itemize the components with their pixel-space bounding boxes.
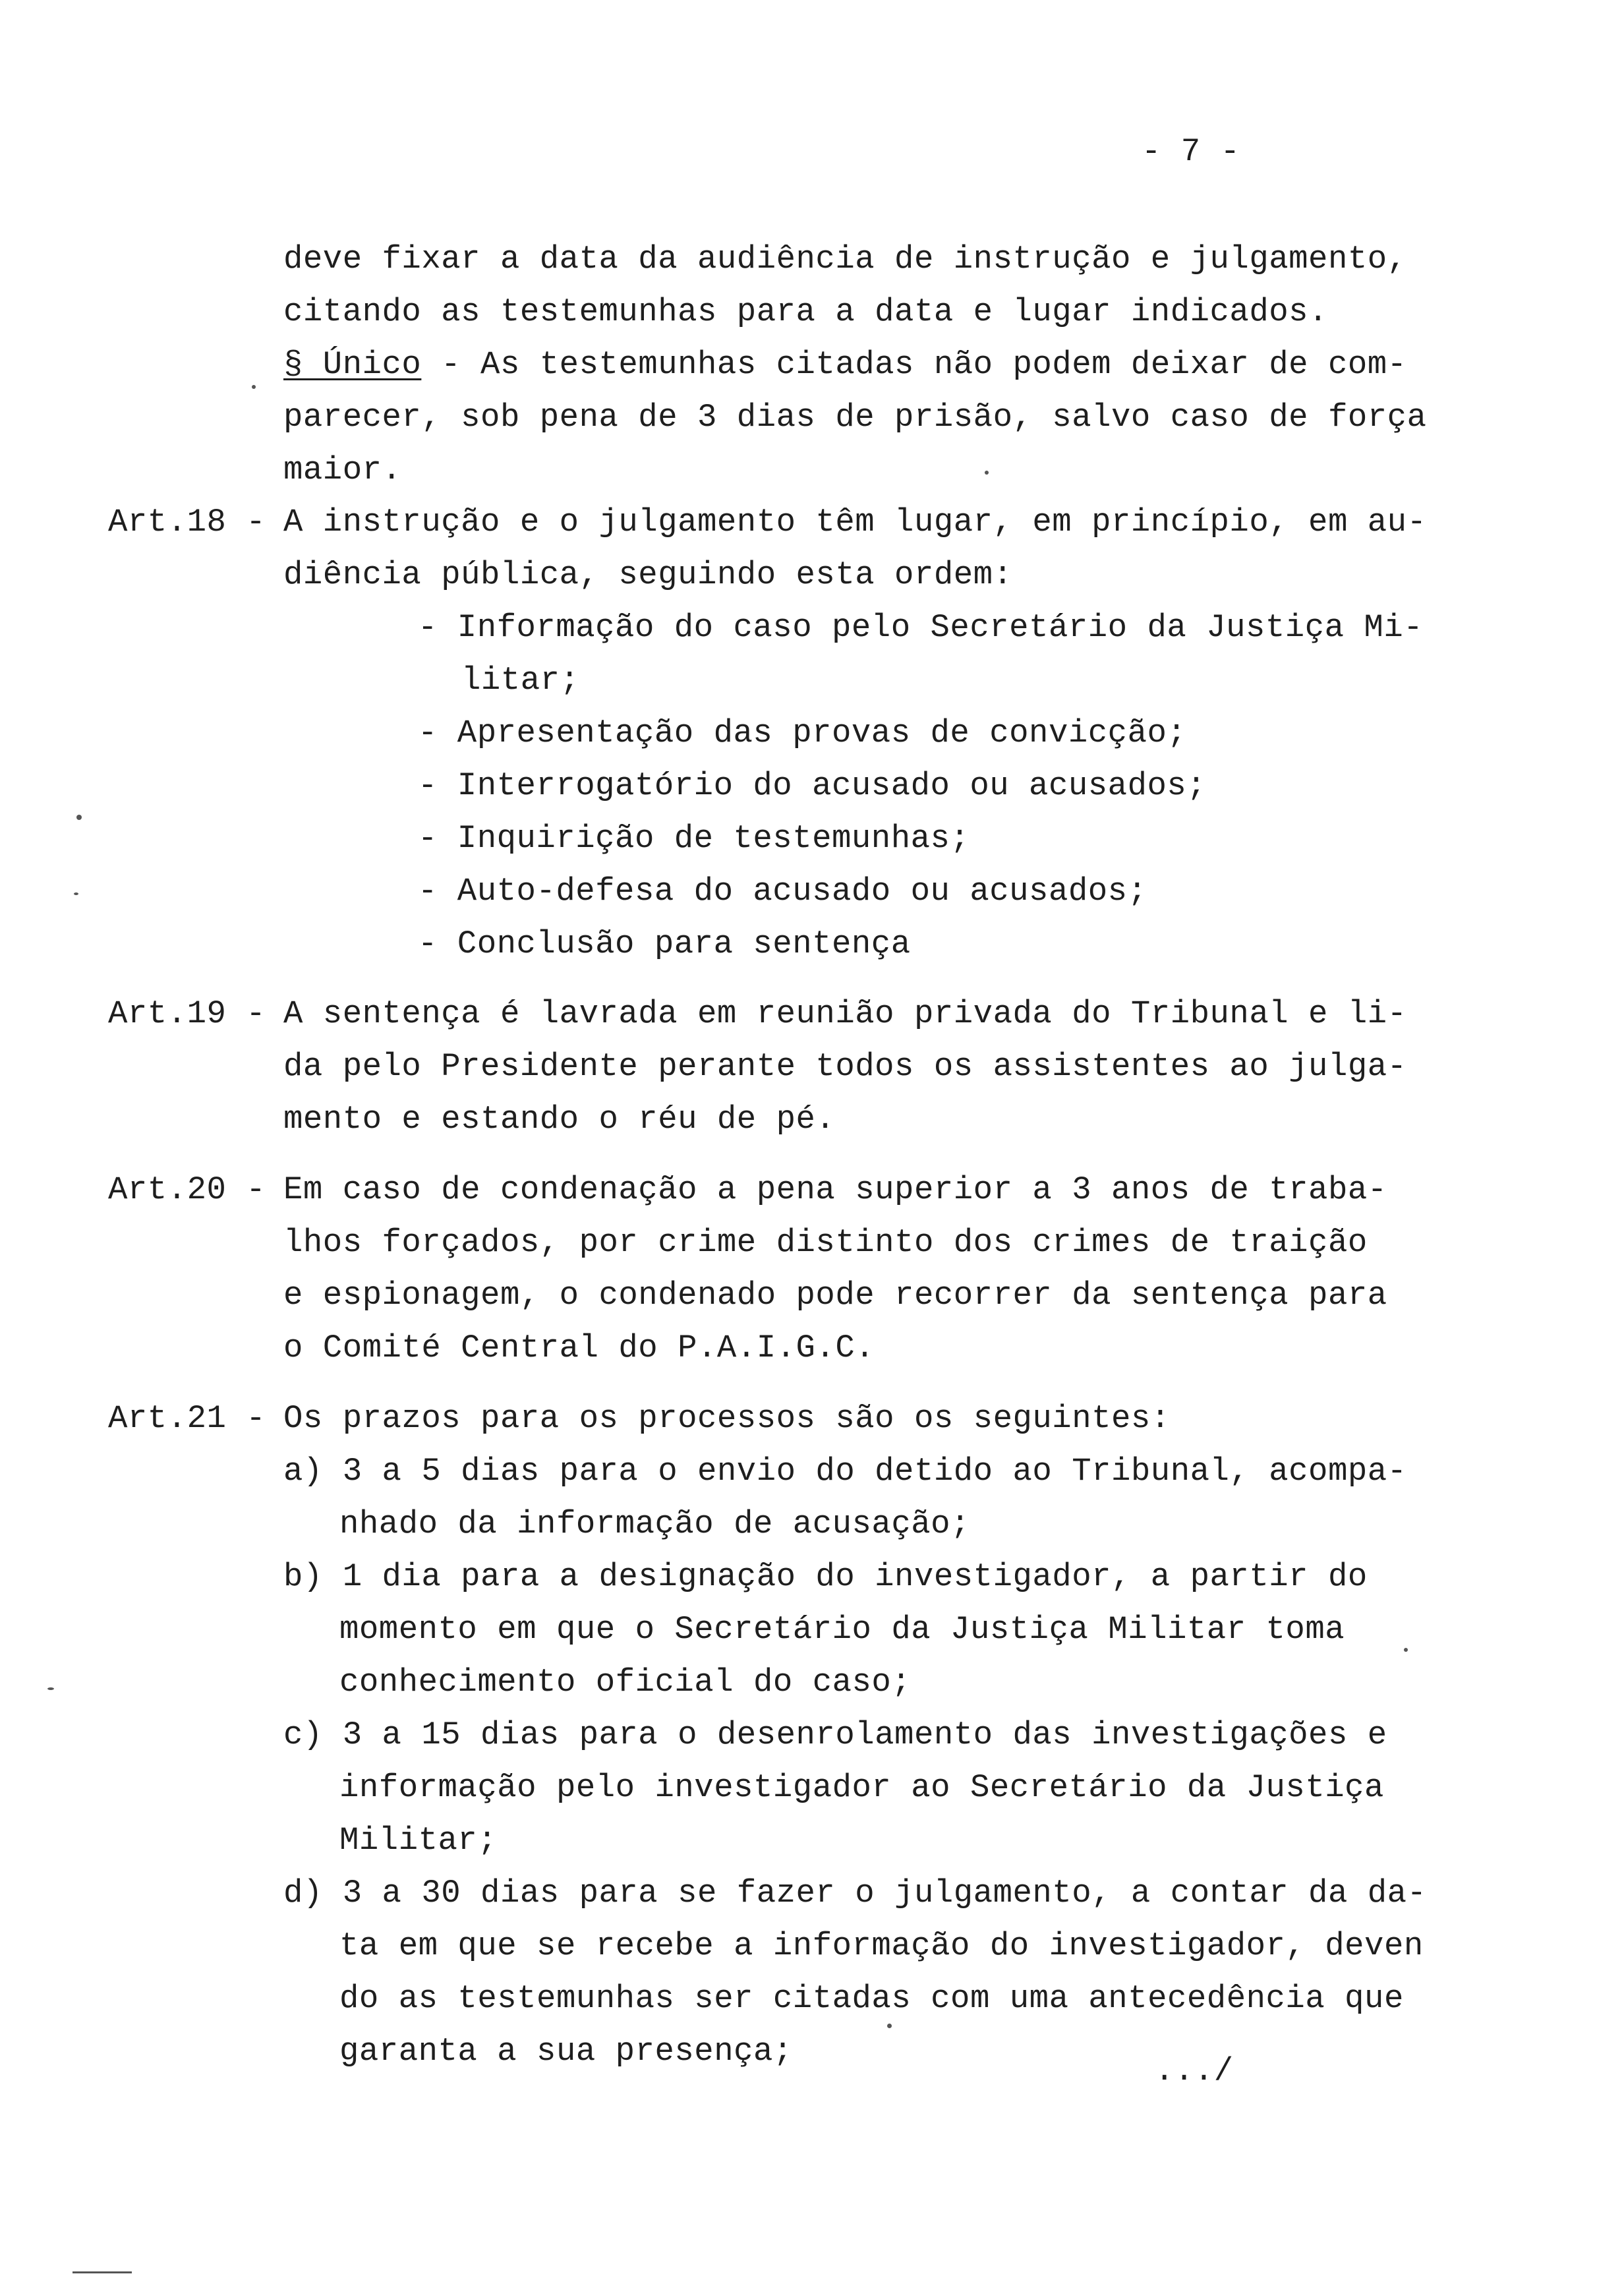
text-line: A instrução e o julgamento têm lugar, em princípio, em au-	[283, 504, 1427, 540]
list-item: - Inquirição de testemunhas;	[418, 820, 970, 857]
text-line: mento e estando o réu de pé.	[283, 1101, 836, 1138]
scan-speck	[76, 815, 82, 820]
list-item: Militar;	[339, 1822, 498, 1859]
list-item: - Conclusão para sentença	[418, 925, 911, 962]
list-item: nhado da informação de acusação;	[339, 1505, 970, 1542]
list-item: momento em que o Secretário da Justiça Militar toma	[339, 1611, 1345, 1648]
article-label: Art.20 -	[108, 1171, 266, 1208]
list-item: d) 3 a 30 dias para se fazer o julgamento, a contar da da-	[283, 1875, 1427, 1912]
text-line: - As testemunhas citadas não podem deixar de com-	[421, 346, 1407, 383]
list-item: do as testemunhas ser citadas com uma antecedência que	[339, 1980, 1404, 2017]
article-label: Art.21 -	[108, 1400, 266, 1437]
list-item: litar;	[461, 662, 580, 699]
list-item: - Apresentação das provas de convicção;	[418, 715, 1187, 751]
unico-label: § Único	[283, 346, 422, 383]
list-item: conhecimento oficial do caso;	[339, 1664, 912, 1701]
list-item: informação pelo investigador ao Secretário da Justiça	[339, 1769, 1384, 1806]
unico-line	[283, 345, 1407, 384]
article-label: Art.18 -	[108, 504, 266, 540]
list-item: - Auto-defesa do acusado ou acusados;	[418, 873, 1147, 910]
scan-speck	[887, 2024, 892, 2028]
scan-speck	[1404, 1648, 1408, 1652]
list-item: garanta a sua presença;	[339, 2033, 793, 2070]
list-item: b) 1 dia para a designação do investigador, a partir do	[283, 1558, 1368, 1595]
continues-marker: .../	[1155, 2053, 1234, 2089]
page-number: - 7 -	[1142, 133, 1240, 170]
scan-speck	[47, 1687, 54, 1690]
text-line: deve fixar a data da audiência de instrução e julgamento,	[283, 241, 1407, 277]
scan-speck	[985, 471, 989, 475]
list-item: ta em que se recebe a informação do investigador, deven	[339, 1927, 1424, 1964]
text-line: maior.	[283, 452, 402, 488]
scan-speck	[252, 385, 256, 389]
list-item: c) 3 a 15 dias para o desenrolamento das investigações e	[283, 1716, 1387, 1753]
text-line: Em caso de condenação a pena superior a 3 anos de traba-	[283, 1171, 1387, 1208]
article-label: Art.19 -	[108, 995, 266, 1032]
text-line: Os prazos para os processos são os seguintes:	[283, 1400, 1171, 1437]
text-line: e espionagem, o condenado pode recorrer da sentença para	[283, 1277, 1387, 1314]
text-line: lhos forçados, por crime distinto dos crimes de traição	[283, 1224, 1368, 1261]
text-line: parecer, sob pena de 3 dias de prisão, salvo caso de força	[283, 399, 1427, 436]
list-item: - Informação do caso pelo Secretário da Justiça Mi-	[418, 609, 1424, 646]
scan-speck	[74, 892, 78, 895]
text-line: citando as testemunhas para a data e lugar indicados.	[283, 293, 1328, 330]
list-item: - Interrogatório do acusado ou acusados;	[418, 767, 1207, 804]
text-line: o Comité Central do P.A.I.G.C.	[283, 1329, 875, 1366]
list-item: a) 3 a 5 dias para o envio do detido ao Tribunal, acompa-	[283, 1453, 1407, 1490]
scan-edge-mark	[72, 2271, 132, 2273]
text-line: A sentença é lavrada em reunião privada do Tribunal e li-	[283, 995, 1407, 1032]
text-line: diência pública, seguindo esta ordem:	[283, 556, 1013, 593]
text-line: da pelo Presidente perante todos os assistentes ao julga-	[283, 1048, 1407, 1085]
